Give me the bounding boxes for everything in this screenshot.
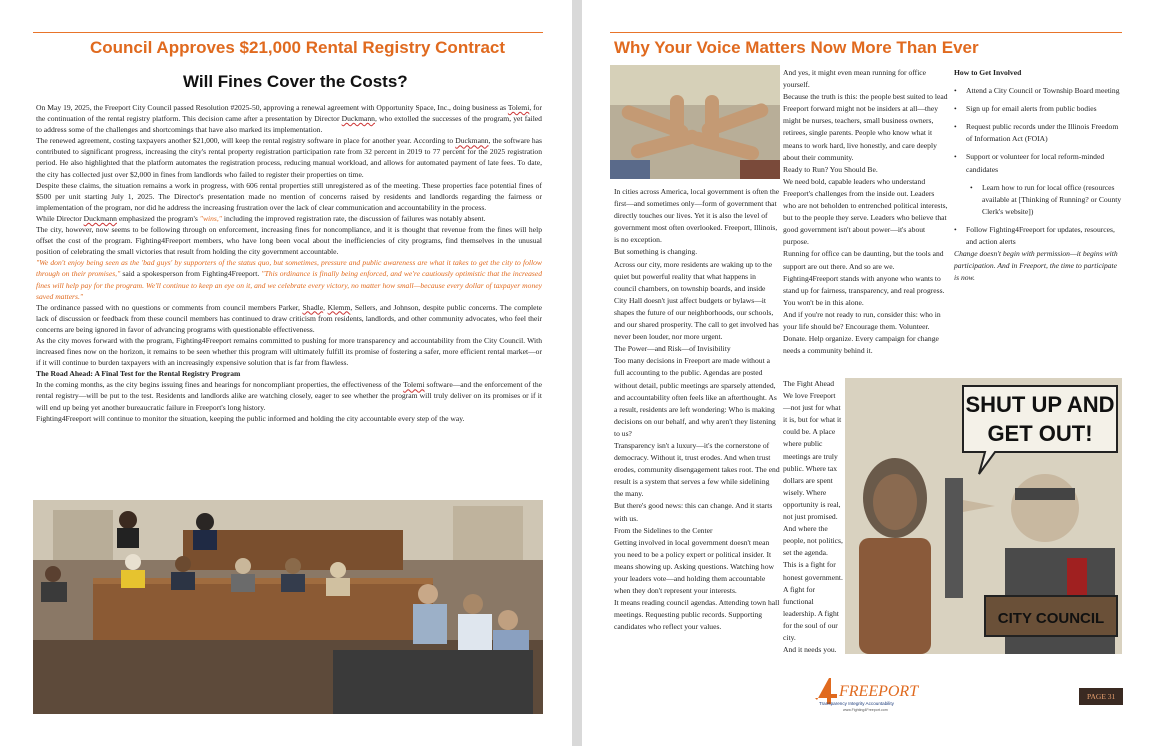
paragraph: But there's good news: this can change. And it starts with us. [614,501,773,523]
column-two-narrow [783,378,843,656]
section-heading: From the Sidelines to the Center [614,525,713,535]
closing-statement: Change doesn't begin with permission—it begins with participation. And in Freeport, the time to participate is now. [954,249,1118,283]
section-heading: The Road Ahead: A Final Test for the Rental Registry Program [36,369,241,379]
cartoon-illustration [845,378,1122,654]
paragraph: Getting involved in local government doesn't mean you need to be a policy expert or political insider. It means showing up. Asking questions. Watching how your leaders vote—and holding them accountable when they don't represent your interests. [614,537,774,596]
paragraph: The city, however, now seems to be following through on enforcement, increasing fines for noncompliance, and it is thought that revenue from the fines will help offset the cost of the program. Fighting4Freeport members, who have long been vocal about the inefficiencies of city programs, find themselves in the unusual position of celebrating the small victories that result from holding the city government accountable. [36,225,542,257]
paragraph: And if you're not ready to run, consider this: who in your life should be? Encourage them. Volunteer. Donate. Help organize. Every campaign for change needs a community behind it. [783,309,941,356]
involved-heading: How to Get Involved [954,68,1022,77]
article-title: Council Approves $21,000 Rental Registry Contract [90,38,506,57]
column-two [783,67,948,357]
logo-tagline: Transparency Integrity Accountability [819,701,894,706]
hands-illustration [610,65,780,179]
paragraph: And yes, it might even mean running for office yourself. [783,68,927,90]
city-council-cartoon [845,378,1122,654]
paragraph: In the coming months, as the city begins issuing fines and hearings for noncompliant properties, the effectiveness of the Tolemi software—and the enforcement of the rental registry—will be put to the test. Residents and landlords alike are watching closely, eager to see whether the program will truly deliver on its promises or if it will end up being yet another bureaucratic failure in Freeport's long history. [36,380,542,412]
list-item: • Follow Fighting4Freeport for updates, resources, and action alerts [954,224,1122,248]
paragraph: But something is changing. [614,247,698,257]
paragraph: While Director Duckmann emphasized the program's "wins," including the improved registration rate, the discussion of failures was notably absent. [36,213,486,223]
council-meeting-photo [33,500,543,714]
list-item: • Learn how to run for local office (resources available at [Thinking of Running? or County Clerk's website]) [970,182,1122,218]
section-heading: The Power—and Risk—of Invisibility [614,344,731,354]
right-page [582,0,1154,746]
column-one [614,186,780,633]
top-rule [610,32,1122,33]
paragraph: The renewed agreement, costing taxpayers another $21,000, will keep the rental registry software in place for another year. According to Duckmann, the software has contributed to significant progress, increasing the city's rental property registration participation rate from 32 percent in 2019 to 77 percent for the 2025 registration period. He also highlighted that the platform automates the registration process, reducing manual workload, and allows for automated payment of late fees. To date, the city has collected just over $2,000 in fines from landlords who failed to register their properties on time. [36,136,543,179]
paragraph: Running for office can be daunting, but the tools and support are out there. And so are we. Fighting4Freeport stands with anyone who wants to stand up for fairness, transparency, and real progress. You won't be in this alone. [783,249,945,307]
hands-together-photo [610,65,780,179]
paragraph: And it needs you. [783,645,837,655]
paragraph: Despite these claims, the situation remains a work in progress, with 606 rental properties still unregistered as of the meeting. These properties face potential fines of $500 per unit starting July 1, 2025. The Director's presentation made no mention of concerns raised by residents and landlords regarding the fairness or implementation of the program, nor did he address the increasing frustration over the lack of clear communication and accountability in the process. [36,180,542,212]
paragraph: As the city moves forward with the program, Fighting4Freeport remains committed to pushing for more transparency and accountability from the City Council. With increased fines now on the horizon, it remains to be seen whether this program will ultimately fulfill its promise of fostering a safer, more efficient rental market—or if it will continue to burden taxpayers with an increasingly expensive solution that is far from flawless. [36,335,542,368]
paragraph: This is a fight for honest government. A fight for functional leadership. A fight for the soul of our city. [783,560,843,642]
paragraph: Fighting4Freeport will continue to monitor the situation, keeping the public informed and holding the city accountable every step of the way. [36,413,465,423]
paragraph: We need bold, capable leaders who understand Freeport's challenges from the inside out. Leaders who are not beholden to entrenched political interests, but to the people they serve. Leaders who believe that good government isn't about power—it's about purpose. [783,176,948,247]
section-heading: The Fight Ahead [783,379,835,388]
paragraph: It means reading council agendas. Attending town hall meetings. Requesting public records. Supporting candidates who reflect your values. [614,598,780,632]
paragraph: Because the truth is this: the people best suited to lead Freeport forward might not be insiders at all—they might be nurses, teachers, small business owners, retirees, single parents. People who know what it means to work hard, live honestly, and care deeply about their community. [783,92,948,162]
list-item: • Sign up for email alerts from public bodies [954,103,1122,115]
column-three [954,67,1122,284]
paragraph: Too many decisions in Freeport are made without a full accounting to the public. Agendas are posted without detail, public meetings are sparsely attended, and accountability often feels like an afterthought. As a result, residents are left wondering: Who is making decisions on our behalf, and why aren't they listening to us? [614,356,777,438]
paragraph: In cities across America, local government is often the first—and sometimes only—form of government that directly touches our lives. Yet it is also the level of government most often overlooked. Freeport, Illinois, is no exception. [614,187,780,245]
paragraph: We love Freeport—not just for what it is, but for what it could be. A place where public meetings are truly public. Where tax dollars are spent wisely. Where opportunity is real, not just promised. And where the people, not politics, set the agenda. [783,391,843,558]
list-item: • Attend a City Council or Township Board meeting [954,85,1122,97]
article-body [36,102,542,424]
logo-url: www.Fighting4Freeport.com [843,708,888,712]
bubble-line-2: GET OUT! [987,421,1093,446]
logo-text: FREEPORT [839,683,919,700]
paragraph: On May 19, 2025, the Freeport City Council passed Resolution #2025-50, approving a renewal agreement with Opportunity Space, Inc., doing business as Tolemi, for the continuation of the rental registry platform. This decision came after a presentation by Director Duckmann, who extolled the successes of the program, yet failed to address some of the challenges and shortcomings that have also marked its implementation. [36,103,543,135]
section-heading: Ready to Run? You Should Be. [783,164,878,174]
bubble-line-1: SHUT UP AND [965,392,1115,417]
quote-paragraph: "We don't enjoy being seen as the 'bad guys' by supporters of the status quo, but sometimes, pressure and public awareness are what it takes to get the city to follow through on their promises," said a spokesperson from Fighting4Freeport. "This ordinance is finally being enforced, and we're cautiously optimistic that the increased fines will help pay for the program. We'll continue to keep an eye on it, and we celebrate every victory, no matter how small—because every dollar of taxpayer money saved matters." [36,258,542,301]
involved-list [954,85,1122,248]
list-item: • Request public records under the Illinois Freedom of Information Act (FOIA) [954,121,1122,145]
left-page [0,0,572,746]
article-title: Why Your Voice Matters Now More Than Ever [614,38,979,57]
paragraph: Across our city, more residents are waking up to the quiet but powerful reality that what happens in council chambers, on township boards, and inside City Hall doesn't just affect budgets or bylaws—it shapes the future of our neighborhoods, our schools, and our shared prosperity. The call to get involved has never been louder, nor more urgent. [614,259,779,342]
fighting4freeport-logo [807,672,927,712]
top-rule [33,32,543,33]
paragraph: The ordinance passed with no questions or comments from council members Parker, Shadle, Klemm, Sellers, and Johnson, despite public concerns. The complete lack of discussion or feedback from these council members has continued to draw criticism from residents, landlords, and other community advocates, who feel their concerns are being ignored in favor of advancing programs with questionable effectiveness. [36,302,542,334]
council-meeting-illustration [33,500,543,714]
article-subtitle: Will Fines Cover the Costs? [183,72,408,91]
paragraph: Transparency isn't a luxury—it's the cornerstone of democracy. Without it, trust erodes. And when trust erodes, community disengagement takes root. The end result is a system that serves a few while sidelining the many. [614,440,780,499]
list-item: • Support or volunteer for local reform-minded candidates [954,151,1122,175]
council-sign: CITY COUNCIL [997,610,1105,627]
logo-graphic [807,672,927,712]
page-number: PAGE 31 [1079,688,1123,705]
